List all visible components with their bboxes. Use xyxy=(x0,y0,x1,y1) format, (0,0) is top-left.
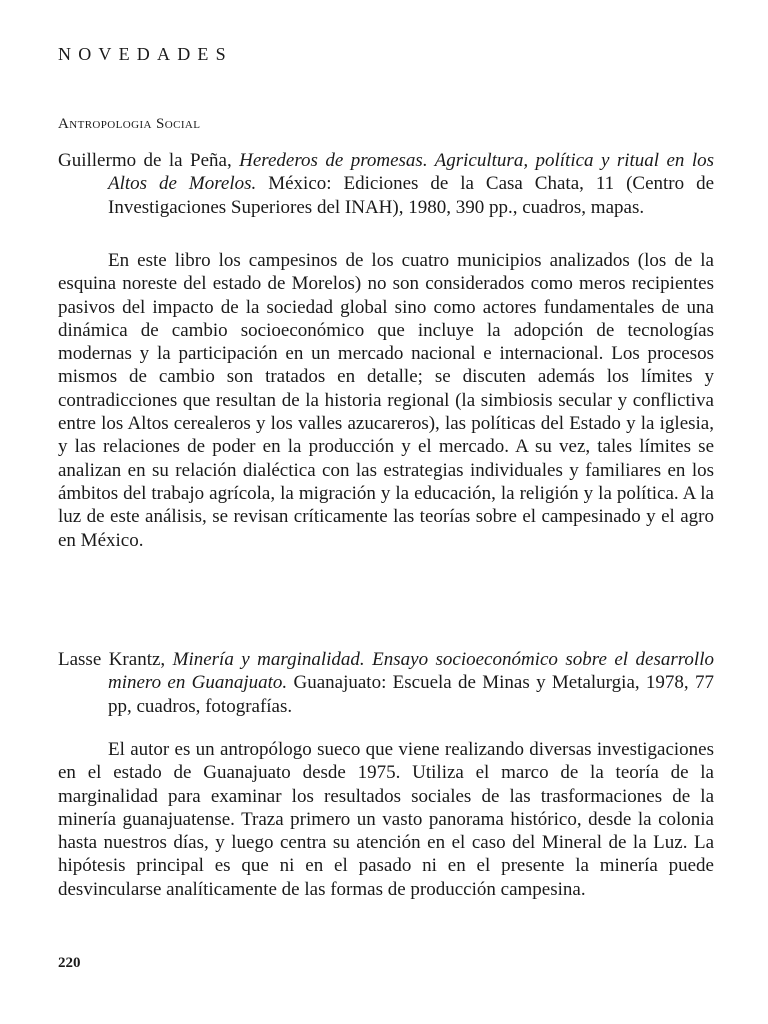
reference-publication: Guanajuato: Escuela de Minas y Metalurgia, 1978, 77 pp, cuadros, fotografías. xyxy=(108,672,714,717)
reference-title: Herederos de promesas. Agricultura, política y ritual en los Altos de Morelos. xyxy=(108,150,714,195)
document-page xyxy=(58,0,714,1024)
page-number: 220 xyxy=(58,955,81,971)
reference-publication: México: Ediciones de la Casa Chata, 11 (Centro de Investigaciones Superiores del INAH), 1980, 390 pp., cuadros, mapas. xyxy=(108,173,715,218)
reference-author: Lasse Krantz, xyxy=(58,649,173,670)
reference-author: Guillermo de la Peña, xyxy=(58,150,240,171)
running-header: NOVEDADES xyxy=(58,44,233,64)
review-paragraph: En este libro los campesinos de los cuatro municipios analizados (los de la esquina noreste del estado de Morelos) no son considerados como meros recipientes pasivos del impacto de la sociedad global sino como actores fundamentales de una dinámica de cambio socioeconómico que incluye la adopción de tecnologías modernas y la participación en un mercado nacional e internacional. Los procesos mismos de cambio son tratados en detalle; se discuten además los límites y contradicciones que resultan de la historia regional (la simbiosis secular y conflictiva entre los Altos cerealeros y los valles azucareros), las políticas del Estado y la iglesia, y las relaciones de poder en la producción y el mercado. A su vez, tales límites se analizan en su relación dialéctica con las estrategias individuales y familiares en los ámbitos del trabajo agrícola, la migración y la educación, la religión y la política. A la luz de este análisis, se revisan críticamente las teorías sobre el campesinado y el agro en México. xyxy=(58,250,714,551)
section-heading: Antropologia Social xyxy=(58,116,201,132)
bibliographic-reference xyxy=(58,149,714,219)
review-paragraph: El autor es un antropólogo sueco que viene realizando diversas investigaciones en el estado de Guanajuato desde 1975. Utiliza el marco de la teoría de la marginalidad para examinar los resultados sociales de las trasformaciones de la minería guanajuatense. Traza primero un vasto panorama histórico, desde la colonia hasta nuestros días, y luego centra su atención en el caso del Mineral de la Luz. La hipótesis principal es que ni en el pasado ni en el presente la minería puede desvincularse analíticamente de las formas de producción campesina. xyxy=(58,739,714,900)
reference-title: Minería y marginalidad. Ensayo socioeconómico sobre el desarrollo minero en Guanajuato. xyxy=(108,649,714,694)
bibliographic-reference xyxy=(58,648,714,718)
